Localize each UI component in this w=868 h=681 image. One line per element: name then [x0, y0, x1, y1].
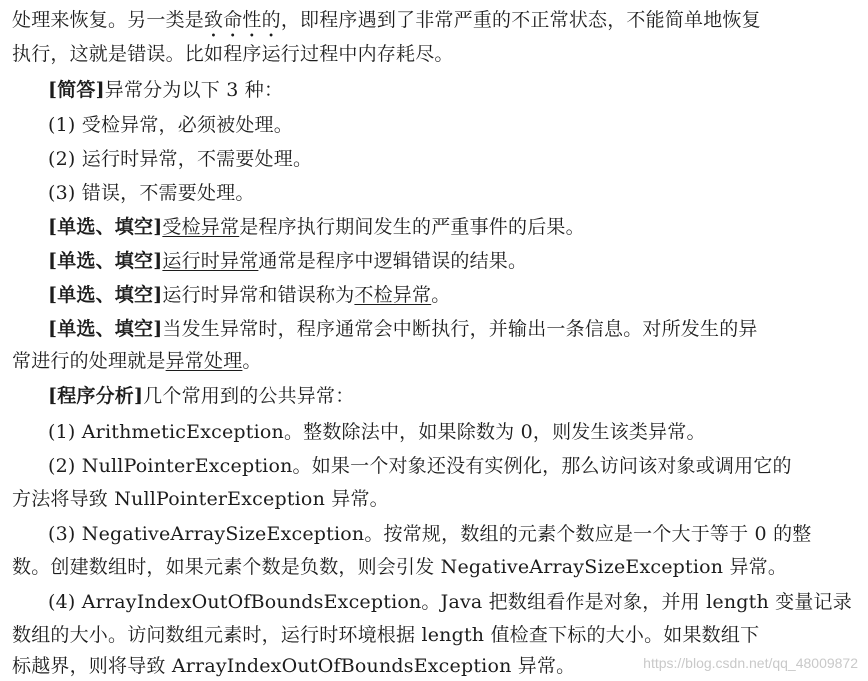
exception-item: [48, 523, 812, 545]
text-segment: 。: [431, 284, 451, 306]
fill-item: [48, 216, 585, 238]
analysis-line: [48, 385, 354, 407]
underlined-term: 运行时异常: [162, 250, 259, 272]
exception-text: 方法将导致 NullPointerException 异常。: [12, 488, 389, 510]
text-segment: 。: [242, 350, 262, 372]
exception-text: 数。创建数组时，如果元素个数是负数，则会引发 NegativeArraySizeException 异常。: [12, 556, 788, 578]
list-item-text: (1) 受检异常，必须被处理。: [48, 114, 293, 136]
emphasized-term: 致命性的: [204, 9, 281, 31]
exception-item: [48, 421, 706, 443]
paragraph-line-1: [12, 9, 761, 31]
fill-item: [48, 284, 450, 306]
exception-text: 数组的大小。访问数组元素时，运行时环境根据 length 值检查下标的大小。如果数组下: [12, 624, 760, 646]
analysis-tag: [程序分析]: [48, 385, 144, 407]
list-item: [48, 148, 312, 170]
qa-text: 异常分为以下 3 种：: [104, 79, 284, 101]
exception-text: 标越界，则将导致 ArrayIndexOutOfBoundsException 异常。: [12, 655, 576, 677]
text-segment: 执行，这就是错误。比如程序运行过程中内存耗尽。: [12, 43, 454, 65]
text-segment: 是程序执行期间发生的严重事件的后果。: [239, 216, 585, 238]
fill-item: [48, 318, 758, 340]
paragraph-line-2: [12, 43, 454, 65]
qa-tag: [简答]: [48, 79, 105, 101]
text-segment: 通常是程序中逻辑错误的结果。: [258, 250, 528, 272]
exception-continuation: [12, 488, 389, 510]
exception-text: (2) NullPointerException。如果一个对象还没有实例化，那么访问该对象或调用它的: [48, 455, 792, 477]
list-item-text: (3) 错误，不需要处理。: [48, 182, 255, 204]
exception-continuation: [12, 624, 759, 646]
exception-continuation: [12, 655, 575, 677]
text-segment: ，即程序遇到了非常严重的不正常状态，不能简单地恢复: [280, 9, 761, 31]
qa-line: [48, 79, 283, 101]
text-segment: 处理来恢复。另一类是: [12, 9, 205, 31]
exception-item: [48, 455, 792, 477]
fill-tag: [单选、填空]: [48, 318, 163, 340]
list-item-text: (2) 运行时异常，不需要处理。: [48, 148, 313, 170]
underlined-term: 异常处理: [165, 350, 243, 372]
underlined-term: 不检异常: [354, 284, 432, 306]
list-item: [48, 114, 293, 136]
fill-tag: [单选、填空]: [48, 216, 163, 238]
analysis-text: 几个常用到的公共异常：: [143, 385, 355, 407]
exception-text: (3) NegativeArraySizeException。按常规，数组的元素个数应是一个大于等于 0 的整: [48, 523, 812, 545]
fill-tag: [单选、填空]: [48, 250, 163, 272]
underlined-term: 受检异常: [162, 216, 240, 238]
fill-item: [48, 250, 527, 272]
exception-continuation: [12, 556, 787, 578]
fill-tag: [单选、填空]: [48, 284, 163, 306]
watermark-url: https://blog.csdn.net/qq_48009872: [643, 655, 858, 671]
exception-text: (1) ArithmeticException。整数除法中，如果除数为 0，则发生该类异常。: [48, 421, 706, 443]
fill-item-continuation: [12, 350, 262, 372]
exception-item: [48, 591, 852, 613]
exception-text: (4) ArrayIndexOutOfBoundsException。Java 把数组看作是对象，并用 length 变量记录: [48, 591, 852, 613]
text-segment: 常进行的处理就是: [12, 350, 166, 372]
text-segment: 当发生异常时，程序通常会中断执行，并输出一条信息。对所发生的异: [162, 318, 758, 340]
text-segment: 运行时异常和错误称为: [162, 284, 355, 306]
list-item: [48, 182, 255, 204]
